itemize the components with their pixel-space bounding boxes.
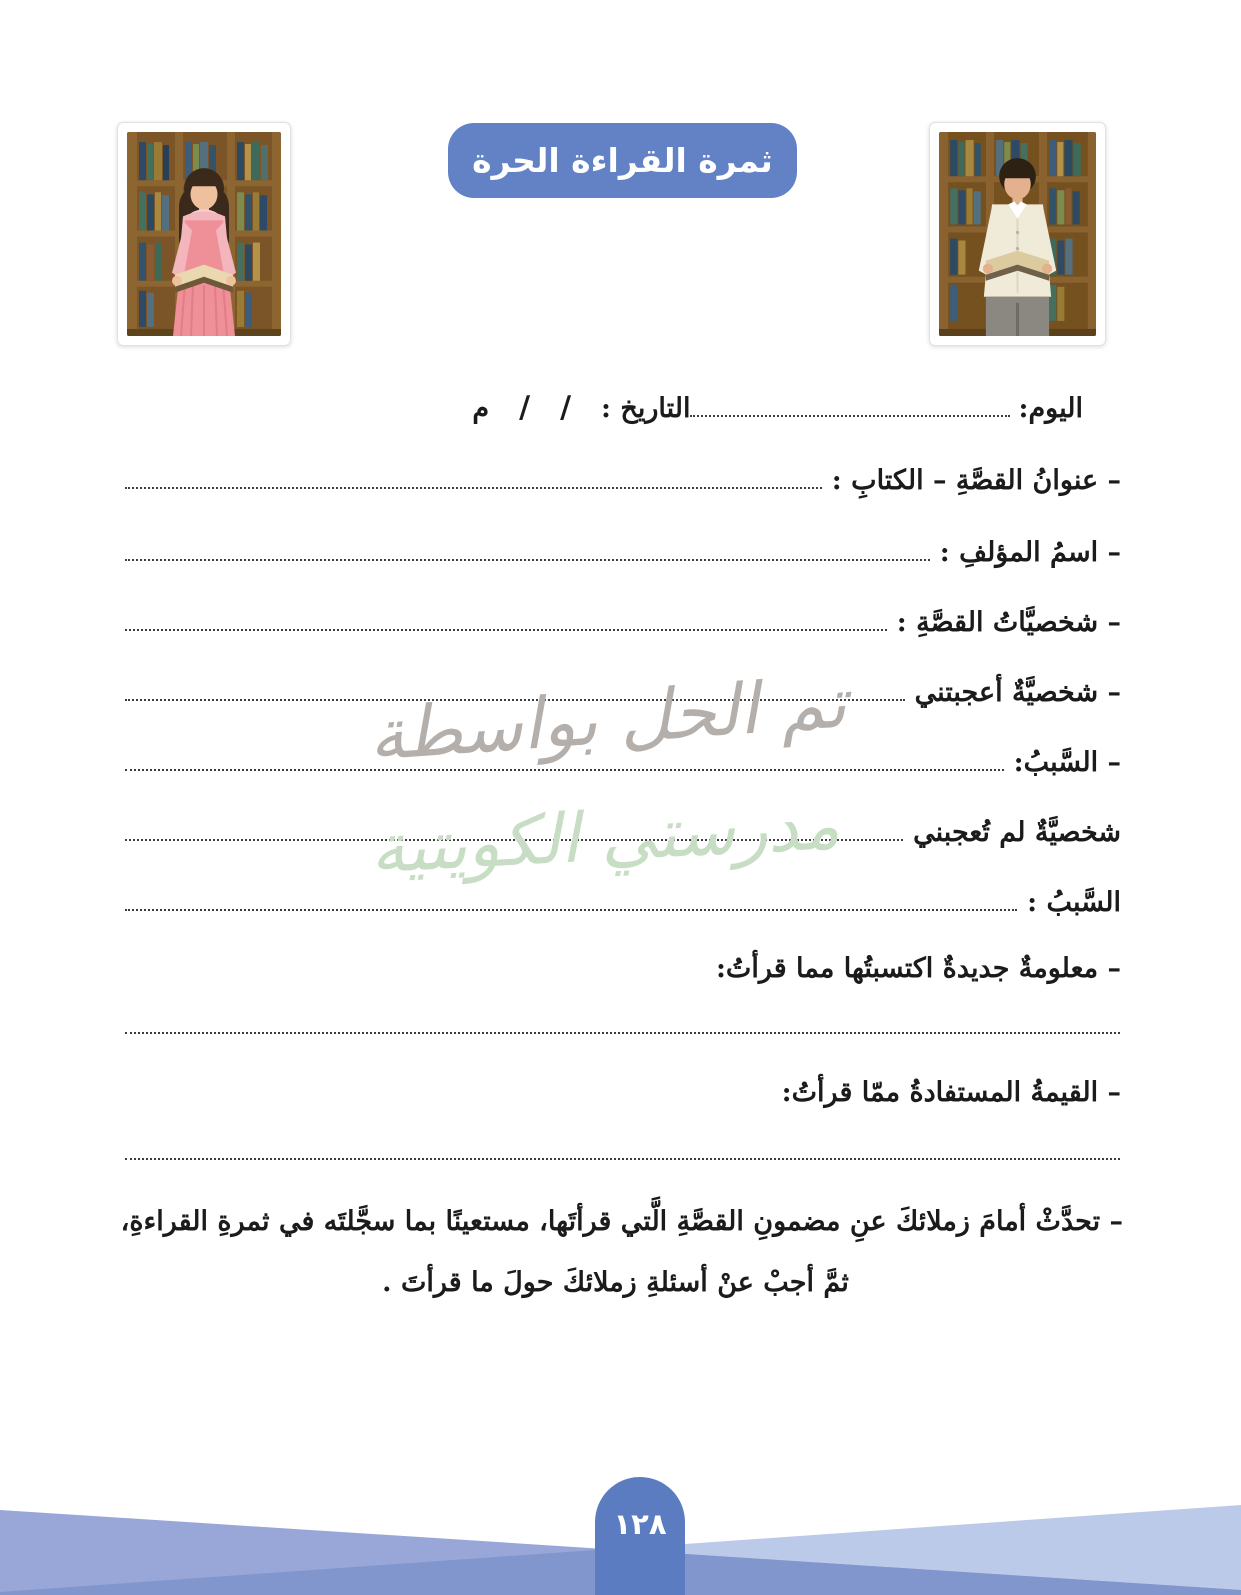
- page-number-tab: [595, 1477, 685, 1595]
- form-row-new-info: [125, 938, 1121, 986]
- speaking-task-line-1: – تحدَّثْ أمامَ زملائكَ عنِ مضمونِ القصَّةِ الَّتي قرأتَها، مستعينًا بما سجَّلتَه في ثمرةِ القراءةِ،: [120, 1206, 1123, 1237]
- disliked-character-blank: [125, 839, 903, 841]
- author-name-blank: [125, 559, 930, 561]
- liked-character-blank: [125, 699, 905, 701]
- day-label: اليوم:: [1018, 392, 1083, 424]
- speaking-task-paragraph: [108, 1192, 1123, 1314]
- characters-label: – شخصيَّاتُ القصَّةِ :: [896, 606, 1121, 638]
- disliked-character-label: شخصيَّةٌ لم تُعجبني: [913, 816, 1121, 848]
- date-label: التاريخ :: [601, 392, 691, 424]
- liked-character-label: – شخصيَّةٌ أعجبتني: [914, 676, 1121, 708]
- liked-reason-blank: [125, 769, 1004, 771]
- date-slash: /: [560, 390, 572, 425]
- date-slash: /: [519, 390, 531, 425]
- new-info-blank-line: [125, 1030, 1120, 1034]
- characters-blank: [125, 629, 887, 631]
- speaking-task-line-2: ثمَّ أجبْ عنْ أسئلةِ زملائكَ حولَ ما قرأتَ .: [382, 1266, 849, 1298]
- form-row-author-name: [125, 522, 1121, 570]
- form-row-story-title: [125, 450, 1121, 498]
- disliked-reason-label: السَّببُ :: [1027, 886, 1121, 918]
- form-row-disliked-character: [125, 802, 1121, 850]
- boy-reading-illustration: [939, 132, 1096, 336]
- era-label: م: [472, 392, 490, 424]
- form-row-value-learned: [125, 1062, 1121, 1110]
- author-name-label: – اسمُ المؤلفِ :: [939, 536, 1121, 568]
- disliked-reason-blank: [125, 909, 1017, 911]
- photo-boy-reading: [929, 122, 1106, 346]
- story-title-blank: [125, 487, 822, 489]
- photo-girl-reading: [117, 122, 291, 346]
- form-row-characters: [125, 592, 1121, 640]
- watermark-solved-by: تم الحل بواسطة: [366, 661, 849, 777]
- story-title-label: – عنوانُ القصَّةِ – الكتابِ :: [831, 464, 1121, 496]
- page-number: ١٢٨: [613, 1507, 667, 1541]
- value-learned-label: – القيمةُ المستفادةُ ممّا قرأتُ:: [781, 1076, 1121, 1108]
- day-date-row: [445, 378, 1083, 426]
- new-info-label: – معلومةٌ جديدةٌ اكتسبتُها مما قرأتُ:: [715, 952, 1121, 984]
- girl-reading-illustration: [127, 132, 281, 336]
- form-row-liked-character: [125, 662, 1121, 710]
- form-row-liked-reason: [125, 732, 1121, 780]
- watermark-school-name: مدرستي الكويتية: [368, 785, 842, 890]
- form-row-disliked-reason: [125, 872, 1121, 920]
- title-banner: [448, 123, 797, 198]
- page-title: ثمرة القراءة الحرة: [472, 141, 773, 180]
- value-learned-blank-line: [125, 1156, 1120, 1160]
- liked-reason-label: – السَّببُ:: [1013, 746, 1121, 778]
- day-blank: [690, 415, 1010, 417]
